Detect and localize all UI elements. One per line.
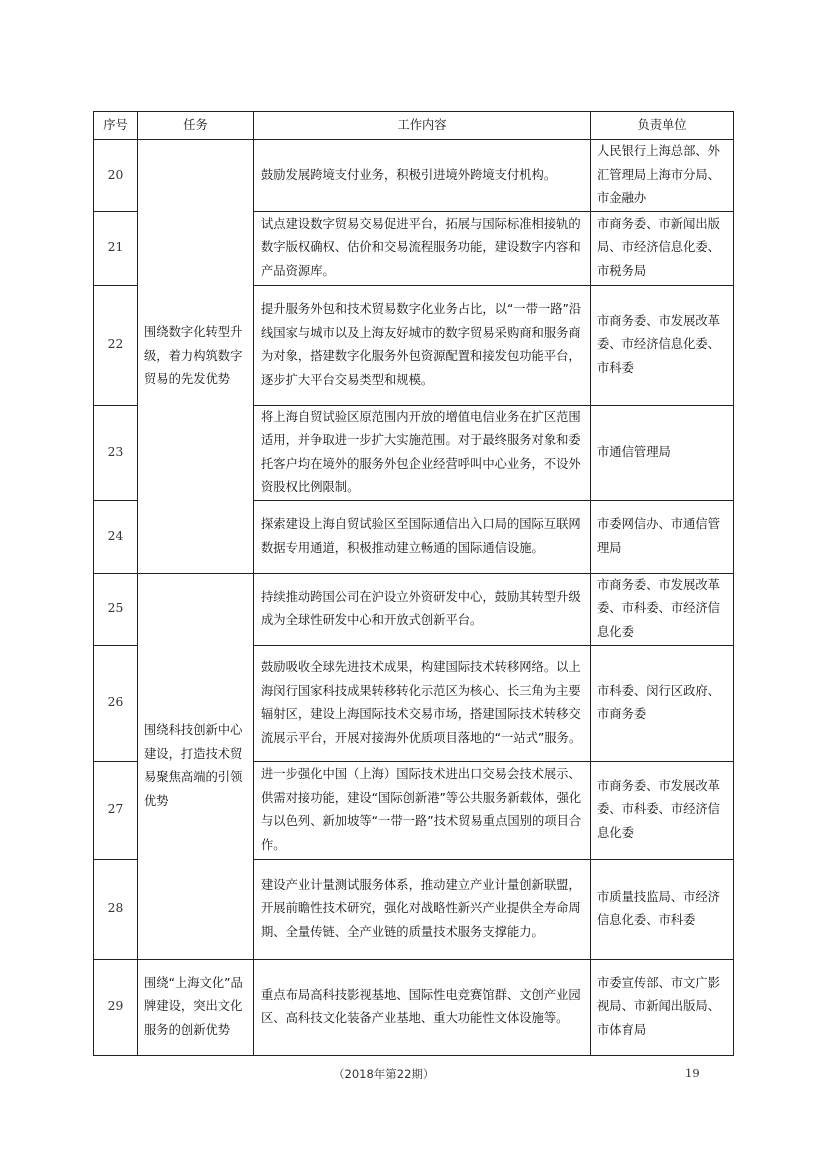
row-content: 探索建设上海自贸试验区至国际通信出入口局的国际互联网数据专用通道，积极推动建立畅通的国际通信设施。 [254, 500, 591, 573]
row-number: 23 [94, 405, 138, 500]
page-number: 19 [685, 1066, 700, 1080]
table-header-row [94, 112, 734, 140]
table-row [94, 140, 734, 212]
row-number: 28 [94, 859, 138, 959]
row-content: 将上海自贸试验区原范围内开放的增值电信业务在扩区范围适用，并争取进一步扩大实施范围。对于最终服务对象和委托客户均在境外的服务外包企业经营呼叫中心业务，不设外资股权比例限制。 [254, 405, 591, 500]
row-unit: 市委网信办、市通信管理局 [591, 500, 734, 573]
header-num: 序号 [94, 112, 138, 140]
header-unit: 负责单位 [591, 112, 734, 140]
row-content: 鼓励发展跨境支付业务，积极引进境外跨境支付机构。 [254, 140, 591, 212]
table-row [94, 573, 734, 645]
row-number: 25 [94, 573, 138, 645]
task-group-culture: 围绕“上海文化”品牌建设，突出文化服务的创新优势 [138, 959, 254, 1055]
row-content: 重点布局高科技影视基地、国际性电竞赛馆群、文创产业园区、高科技文化装备产业基地、重大功能性文体设施等。 [254, 959, 591, 1055]
task-group-digital: 围绕数字化转型升级，着力构筑数字贸易的先发优势 [138, 140, 254, 574]
header-content: 工作内容 [254, 112, 591, 140]
row-unit: 市委宣传部、市文广影视局、市新闻出版局、市体育局 [591, 959, 734, 1055]
row-content: 试点建设数字贸易交易促进平台，拓展与国际标准相接轨的数字版权确权、估价和交易流程服务功能，建设数字内容和产品资源库。 [254, 211, 591, 285]
header-task: 任务 [138, 112, 254, 140]
row-content: 建设产业计量测试服务体系，推动建立产业计量创新联盟，开展前瞻性技术研究，强化对战略性新兴产业提供全寿命周期、全量传链、全产业链的质量技术服务支撑能力。 [254, 859, 591, 959]
row-number: 29 [94, 959, 138, 1055]
row-unit: 市商务委、市新闻出版局、市经济信息化委、市税务局 [591, 211, 734, 285]
task-table [93, 111, 734, 1056]
row-number: 22 [94, 285, 138, 405]
row-unit: 市科委、闵行区政府、市商务委 [591, 645, 734, 761]
row-unit: 市质量技监局、市经济信息化委、市科委 [591, 859, 734, 959]
table-row [94, 959, 734, 1055]
row-content: 鼓励吸收全球先进技术成果，构建国际技术转移网络。以上海闵行国家科技成果转移转化示范区为核心、长三角为主要辐射区，建设上海国际技术交易市场，搭建国际技术转移交流展示平台，开展对接海外优质项目落地的“一站式”服务。 [254, 645, 591, 761]
row-number: 24 [94, 500, 138, 573]
row-content: 提升服务外包和技术贸易数字化业务占比，以“一带一路”沿线国家与城市以及上海友好城市的数字贸易采购商和服务商为对象，搭建数字化服务外包资源配置和接发包功能平台，逐步扩大平台交易类型和规模。 [254, 285, 591, 405]
row-number: 27 [94, 761, 138, 859]
row-unit: 市通信管理局 [591, 405, 734, 500]
row-unit: 市商务委、市发展改革委、市科委、市经济信息化委 [591, 573, 734, 645]
page-footer [0, 1066, 827, 1082]
row-number: 21 [94, 211, 138, 285]
row-content: 持续推动跨国公司在沪设立外资研发中心，鼓励其转型升级成为全球性研发中心和开放式创新平台。 [254, 573, 591, 645]
issue-label: （2018年第22期） [333, 1067, 435, 1081]
row-unit: 市商务委、市发展改革委、市科委、市经济信息化委 [591, 761, 734, 859]
row-number: 20 [94, 140, 138, 212]
row-unit: 市商务委、市发展改革委、市经济信息化委、市科委 [591, 285, 734, 405]
row-content: 进一步强化中国（上海）国际技术进出口交易会技术展示、供需对接功能，建设“国际创新港”等公共服务新载体，强化与以色列、新加坡等“一带一路”技术贸易重点国别的项目合作。 [254, 761, 591, 859]
row-unit: 人民银行上海总部、外汇管理局上海市分局、市金融办 [591, 140, 734, 212]
task-group-tech: 围绕科技创新中心建设，打造技术贸易聚焦高端的引领优势 [138, 573, 254, 959]
row-number: 26 [94, 645, 138, 761]
